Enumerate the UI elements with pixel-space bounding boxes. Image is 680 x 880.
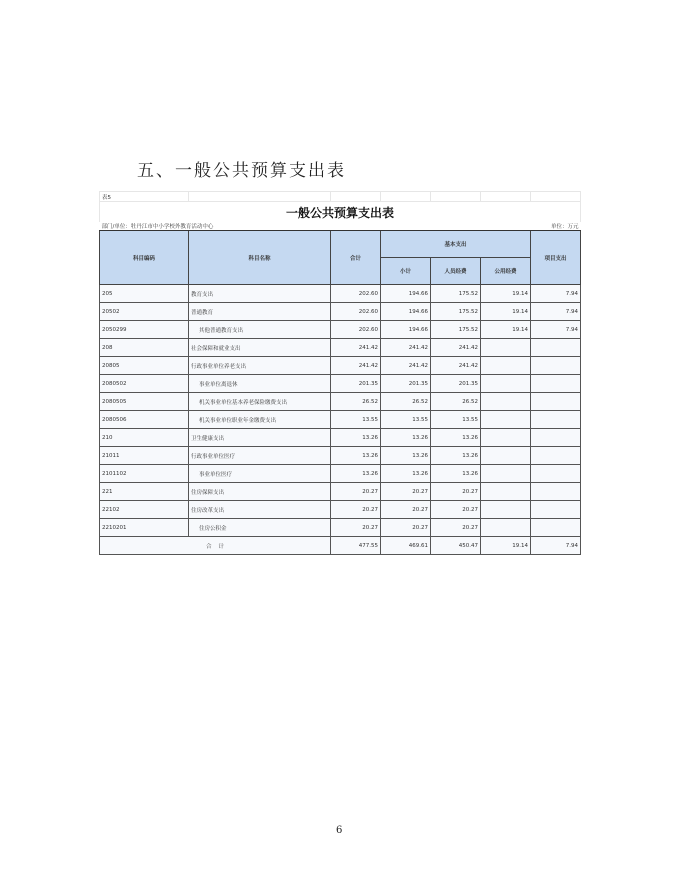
table-row (100, 501, 581, 519)
cell-name: 住房保障支出 (189, 483, 331, 501)
table-row (100, 465, 581, 483)
table-row (100, 357, 581, 375)
cell-project: 7.94 (531, 303, 581, 321)
cell-total: 13.55 (331, 411, 381, 429)
cell-project (531, 483, 581, 501)
cell-project (531, 339, 581, 357)
cell-code: 210 (100, 429, 189, 447)
cell-name: 住房改革支出 (189, 501, 331, 519)
cell-personnel: 241.42 (431, 357, 481, 375)
cell-total: 241.42 (331, 339, 381, 357)
cell-public (481, 465, 531, 483)
cell-name: 卫生健康支出 (189, 429, 331, 447)
cell-project: 7.94 (531, 321, 581, 339)
cell-personnel: 13.26 (431, 447, 481, 465)
cell-code: 221 (100, 483, 189, 501)
cell-total: 13.26 (331, 465, 381, 483)
cell-subtotal: 20.27 (381, 483, 431, 501)
cell-subtotal: 20.27 (381, 501, 431, 519)
table-row (100, 375, 581, 393)
cell-subtotal: 194.66 (381, 285, 431, 303)
table-title: 一般公共预算支出表 (100, 202, 581, 223)
cell-total: 202.60 (331, 285, 381, 303)
header-basic: 基本支出 (381, 231, 531, 258)
total-label: 合 计 (100, 537, 331, 555)
cell-public (481, 411, 531, 429)
cell-subtotal: 194.66 (381, 303, 431, 321)
department-label: 部门/单位：牡丹江市中小学校外教育活动中心 (100, 222, 381, 231)
header-public: 公用经费 (481, 258, 531, 285)
total-project: 7.94 (531, 537, 581, 555)
cell-name: 普通教育 (189, 303, 331, 321)
cell-name: 住房公积金 (189, 519, 331, 537)
cell-total: 20.27 (331, 519, 381, 537)
cell-personnel: 175.52 (431, 321, 481, 339)
table-row (100, 447, 581, 465)
cell-public (481, 483, 531, 501)
table-row (100, 285, 581, 303)
cell-project (531, 447, 581, 465)
cell-public (481, 393, 531, 411)
total-total: 477.55 (331, 537, 381, 555)
table-row (100, 393, 581, 411)
cell-code: 20502 (100, 303, 189, 321)
cell-name: 行政事业单位养老支出 (189, 357, 331, 375)
cell-project (531, 519, 581, 537)
table-row (100, 303, 581, 321)
cell-code: 21011 (100, 447, 189, 465)
cell-total: 13.26 (331, 447, 381, 465)
cell-name: 其他普通教育支出 (189, 321, 331, 339)
header-total: 合计 (331, 231, 381, 285)
cell-code: 22102 (100, 501, 189, 519)
cell-total: 20.27 (331, 501, 381, 519)
cell-subtotal: 13.26 (381, 429, 431, 447)
header-subtotal: 小计 (381, 258, 431, 285)
section-heading: 五、一般公共预算支出表 (137, 161, 346, 181)
cell-subtotal: 13.26 (381, 447, 431, 465)
table-number: 表5 (100, 192, 189, 202)
cell-subtotal: 241.42 (381, 357, 431, 375)
cell-personnel: 241.42 (431, 339, 481, 357)
cell-public: 19.14 (481, 303, 531, 321)
cell-total: 202.60 (331, 303, 381, 321)
cell-code: 2080506 (100, 411, 189, 429)
cell-public: 19.14 (481, 285, 531, 303)
cell-personnel: 201.35 (431, 375, 481, 393)
header-code: 科目编码 (100, 231, 189, 285)
header-name: 科目名称 (189, 231, 331, 285)
cell-project (531, 501, 581, 519)
cell-total: 202.60 (331, 321, 381, 339)
cell-public (481, 339, 531, 357)
cell-personnel: 20.27 (431, 519, 481, 537)
cell-public (481, 375, 531, 393)
cell-subtotal: 13.55 (381, 411, 431, 429)
cell-subtotal: 26.52 (381, 393, 431, 411)
cell-code: 2101102 (100, 465, 189, 483)
cell-code: 20805 (100, 357, 189, 375)
total-personnel: 450.47 (431, 537, 481, 555)
cell-public (481, 357, 531, 375)
cell-name: 机关事业单位职业年金缴费支出 (189, 411, 331, 429)
table-row (100, 321, 581, 339)
cell-personnel: 20.27 (431, 501, 481, 519)
cell-personnel: 20.27 (431, 483, 481, 501)
cell-code: 205 (100, 285, 189, 303)
cell-project (531, 411, 581, 429)
cell-total: 13.26 (331, 429, 381, 447)
cell-project (531, 375, 581, 393)
cell-project (531, 429, 581, 447)
cell-name: 机关事业单位基本养老保险缴费支出 (189, 393, 331, 411)
table-row (100, 483, 581, 501)
page-number: 6 (336, 825, 343, 836)
cell-code: 2080502 (100, 375, 189, 393)
cell-name: 教育支出 (189, 285, 331, 303)
cell-personnel: 13.55 (431, 411, 481, 429)
cell-total: 201.35 (331, 375, 381, 393)
cell-project (531, 465, 581, 483)
cell-public: 19.14 (481, 321, 531, 339)
cell-code: 2210201 (100, 519, 189, 537)
header-project: 项目支出 (531, 231, 581, 285)
cell-project (531, 393, 581, 411)
cell-total: 20.27 (331, 483, 381, 501)
cell-code: 2050299 (100, 321, 189, 339)
cell-name: 行政事业单位医疗 (189, 447, 331, 465)
cell-public (481, 447, 531, 465)
cell-subtotal: 194.66 (381, 321, 431, 339)
cell-project (531, 357, 581, 375)
cell-public (481, 429, 531, 447)
cell-personnel: 13.26 (431, 429, 481, 447)
cell-subtotal: 201.35 (381, 375, 431, 393)
cell-personnel: 175.52 (431, 285, 481, 303)
total-public: 19.14 (481, 537, 531, 555)
cell-public (481, 519, 531, 537)
unit-label: 单位：万元 (531, 222, 581, 231)
total-row (100, 537, 581, 555)
cell-name: 事业单位离退休 (189, 375, 331, 393)
cell-personnel: 26.52 (431, 393, 481, 411)
table-row (100, 519, 581, 537)
cell-total: 26.52 (331, 393, 381, 411)
cell-total: 241.42 (331, 357, 381, 375)
cell-name: 事业单位医疗 (189, 465, 331, 483)
cell-code: 208 (100, 339, 189, 357)
cell-subtotal: 241.42 (381, 339, 431, 357)
cell-name: 社会保障和就业支出 (189, 339, 331, 357)
cell-subtotal: 20.27 (381, 519, 431, 537)
cell-project: 7.94 (531, 285, 581, 303)
cell-personnel: 175.52 (431, 303, 481, 321)
cell-subtotal: 13.26 (381, 465, 431, 483)
cell-public (481, 501, 531, 519)
header-personnel: 人员经费 (431, 258, 481, 285)
table-row (100, 411, 581, 429)
budget-expenditure-table (99, 191, 581, 555)
cell-code: 2080505 (100, 393, 189, 411)
table-row (100, 339, 581, 357)
total-subtotal: 469.61 (381, 537, 431, 555)
cell-personnel: 13.26 (431, 465, 481, 483)
table-row (100, 429, 581, 447)
